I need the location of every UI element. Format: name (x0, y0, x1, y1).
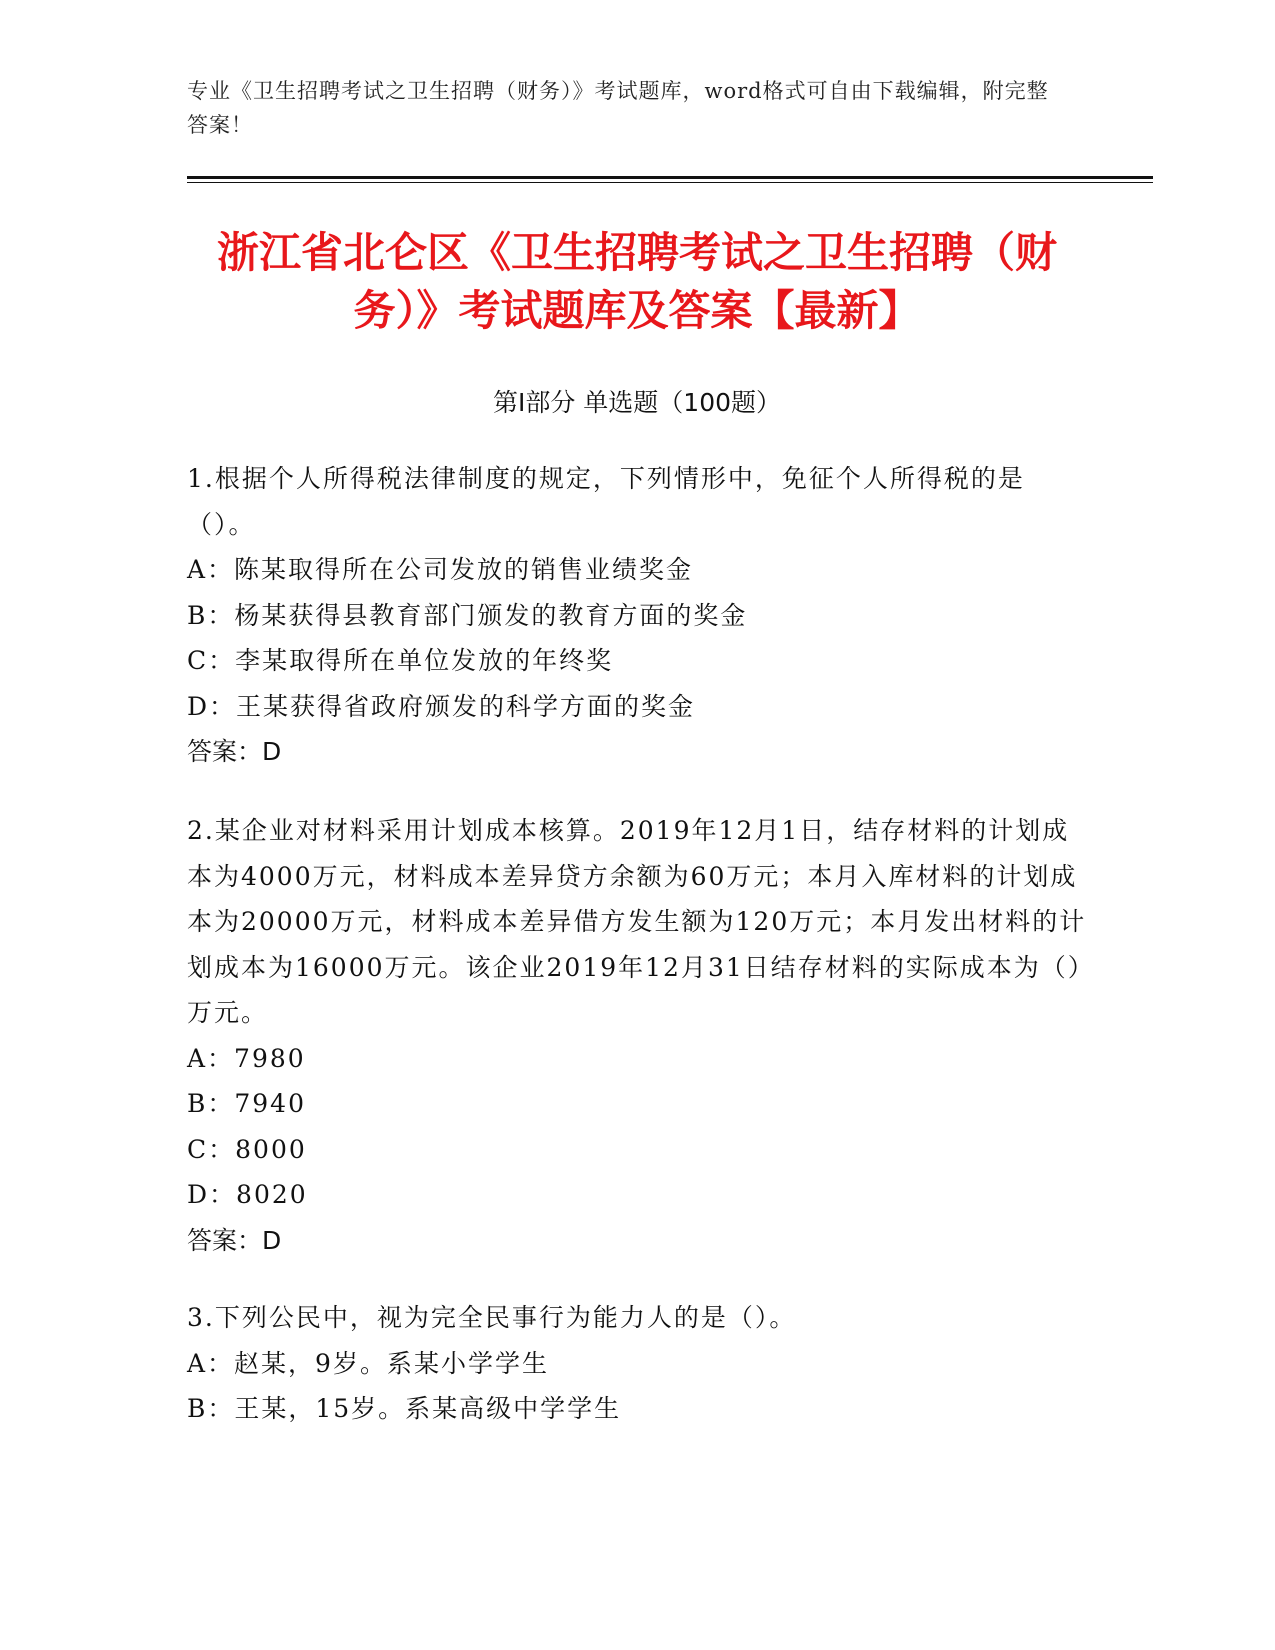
answer: 答案：D (187, 737, 282, 766)
option-a: A：赵某，9岁。系某小学学生 (187, 1348, 549, 1378)
option-c: C：李某取得所在单位发放的年终奖 (187, 646, 614, 675)
option-d: D：8020 (187, 1180, 308, 1209)
header-rule-thin (187, 182, 1153, 183)
option-b: B：王某，15岁。系某高级中学学生 (187, 1394, 622, 1423)
header-note: 专业《卫生招聘考试之卫生招聘（财务）》考试题库，word格式可自由下载编辑，附完整答案！ (187, 79, 1049, 137)
section-title: 第I部分 单选题（100题） (492, 388, 782, 417)
question-stem: 3.下列公民中，视为完全民事行为能力人的是（）。 (187, 1303, 797, 1332)
option-b: B：杨某获得县教育部门颁发的教育方面的奖金 (187, 600, 748, 630)
question-stem: 1.根据个人所得税法律制度的规定，下列情形中，免征个人所得税的是（）。 (187, 464, 1025, 539)
option-a: A：陈某取得所在公司发放的销售业绩奖金 (187, 555, 694, 584)
question-1 (187, 456, 1087, 775)
header-rule-thick (187, 176, 1153, 179)
question-2 (187, 808, 1087, 1263)
question-3 (187, 1295, 1087, 1432)
question-stem: 2.某企业对材料采用计划成本核算。2019年12月1日，结存材料的计划成本为4000万元，材料成本差异贷方余额为60万元；本月入库材料的计划成本为20000万元，材料成本差异借方发生额为120万元；本月发出材料的计划成本为16000万元。该企业2019年12月31日结存材料的实际成本为（）万元。 (187, 816, 1087, 1027)
document-title: 浙江省北仑区《卫生招聘考试之卫生招聘（财务）》考试题库及答案【最新】 (216, 228, 1057, 335)
option-a: A：7980 (187, 1043, 306, 1073)
option-b: B：7940 (187, 1089, 306, 1118)
option-c: C：8000 (187, 1134, 307, 1164)
option-d: D：王某获得省政府颁发的科学方面的奖金 (187, 691, 696, 721)
answer: 答案：D (187, 1225, 282, 1255)
